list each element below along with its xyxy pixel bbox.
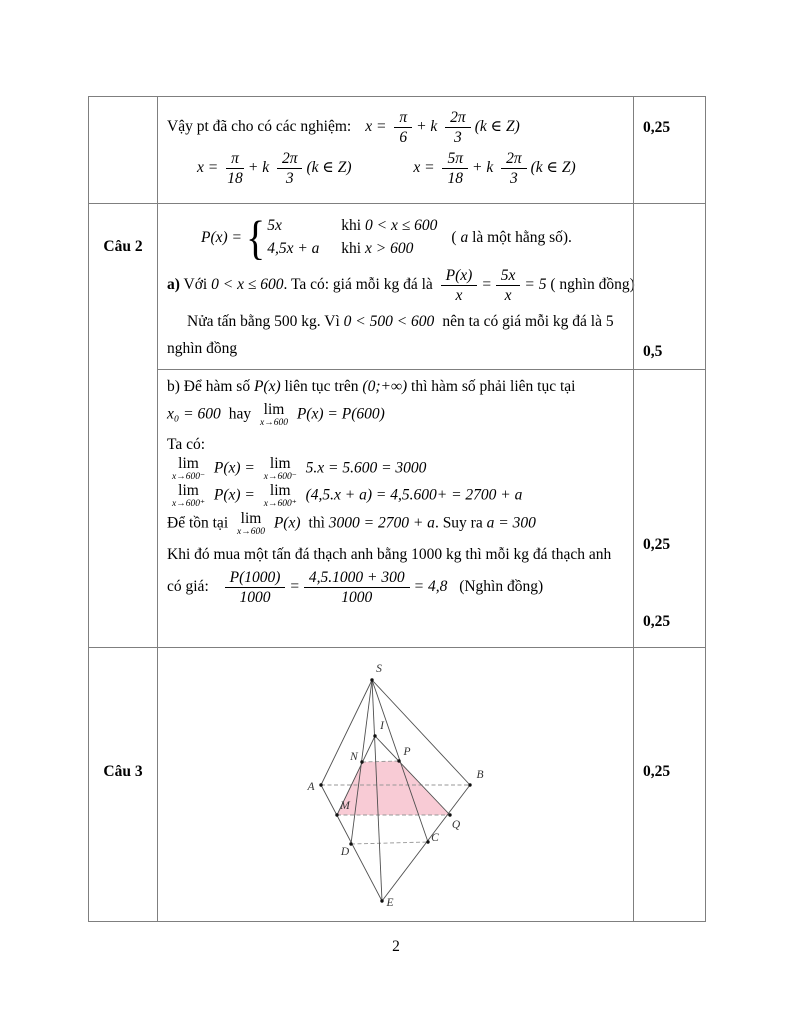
pyramid-figure (298, 654, 493, 916)
point-Q (448, 814, 451, 817)
label-A: A (307, 781, 315, 794)
part-a-label: a) (167, 276, 180, 294)
half-ton-line: Nửa tấn bằng 500 kg. Vì 0 < 500 < 600 nên ta có giá mỗi kg đá là 5 (187, 312, 614, 330)
limit-equality-line: x₀ = 600 hay lim x→600 P(x) = P(600) (167, 401, 385, 428)
label-N: N (350, 751, 358, 764)
table-row (89, 203, 705, 647)
cau2a-content-cell (158, 204, 633, 369)
part-a-solution-line: a) Với 0 < x ≤ 600. Ta có: giá mỗi kg đá là $\frac{P(x)}{x}$ = $\frac{5x}{x}$ = 5 ( nghìn đồng) (167, 267, 635, 305)
point-A (319, 784, 322, 787)
case-rows (267, 215, 437, 260)
point-E (380, 900, 383, 903)
solution-formula-1: x = $\frac{\pi}{18}$ + k $\frac{2\pi}{3}$ (k ∈ Z) (197, 150, 352, 188)
thousand-dong-line: nghìn đồng (167, 339, 238, 357)
cau3-score-cell (633, 648, 705, 921)
point-M (335, 814, 338, 817)
fraction: $\frac{P(1000)}{1000}$ (225, 569, 286, 606)
table-row (89, 97, 705, 203)
label-P: P (403, 746, 411, 759)
fraction: $\frac{2\pi}{3}$ (501, 150, 527, 187)
fraction: $\frac{P(x)}{x}$ (441, 267, 478, 304)
fraction: $\frac{2\pi}{3}$ (277, 150, 303, 187)
row1-content-cell (158, 97, 633, 203)
point-D (349, 843, 352, 846)
constant-note: ( a là một hằng số). (451, 228, 572, 246)
cau2-content-wrapper (158, 204, 705, 647)
fraction: $\frac{5x}{x}$ (496, 267, 521, 304)
limit-operator: lim x→600⁻ (263, 455, 297, 482)
label-M: M (340, 800, 350, 813)
final-price-line: có giá: $\frac{P(1000)}{1000}$ = $\frac{4,5.1000 + 300}{1000}$ = 4,8 (Nghìn đồng) (167, 569, 544, 607)
cau3-content-cell (158, 648, 633, 921)
fraction: $\frac{\pi}{6}$ (394, 109, 412, 146)
row1-solutions-line2 (167, 150, 629, 187)
cau2a-score-cell (633, 204, 705, 369)
row1-solutions-intro-line (167, 97, 629, 146)
case-row-1: 5x khi 0 < x ≤ 600 (267, 217, 438, 235)
cau2b-content-cell (158, 370, 633, 647)
ta-co-line: Ta có: (167, 436, 206, 454)
label-E: E (386, 897, 394, 910)
buy-one-ton-line: Khi đó mua một tấn đá thạch anh bằng 1000 kg thì mỗi kg đá thạch anh (167, 546, 612, 564)
label-I: I (380, 720, 384, 733)
limit-operator: lim x→600⁺ (172, 482, 205, 509)
cau2-part-a-row (158, 204, 705, 369)
case-row-2: 4,5x + a khi x > 600 (267, 239, 414, 257)
shaded-trapezoid-NPQM (337, 761, 450, 815)
question-3-label: Câu 3 (103, 763, 143, 781)
dashed-line-DC (351, 842, 428, 844)
limit-operator: lim x→600⁻ (172, 455, 205, 482)
label-C: C (431, 832, 439, 845)
fraction: $\frac{5\pi}{18}$ (442, 150, 468, 187)
left-limit-line: lim x→600⁻ P(x) = lim x→600⁻ 5.x = 5.600 = 3000 (172, 455, 427, 482)
score-badge: 0,5 (643, 343, 663, 361)
limit-operator: lim x→600 (237, 510, 265, 537)
fraction: $\frac{4,5.1000 + 300}{1000}$ (304, 569, 410, 606)
point-C (426, 841, 429, 844)
table-row (89, 647, 705, 921)
point-N (360, 761, 363, 764)
question-label-cell (89, 648, 158, 921)
answer-key-table (88, 96, 706, 922)
piecewise-lhs: P(x) = (201, 228, 243, 246)
point-S (370, 679, 373, 682)
label-D: D (340, 846, 350, 859)
label-S: S (376, 663, 382, 676)
fraction: $\frac{2\pi}{3}$ (445, 109, 471, 146)
limit-exists-line: Để tồn tại lim x→600 P(x) thì 3000 = 2700 + a. Suy ra a = 300 (167, 510, 536, 537)
cau2-part-b-row (158, 369, 705, 647)
score-badge: 0,25 (643, 613, 671, 631)
score-badge: 0,25 (643, 119, 671, 136)
figure-container (158, 648, 633, 916)
label-Q: Q (451, 819, 461, 832)
right-limit-line: lim x→600⁺ P(x) = lim x→600⁺ (4,5.x + a) = 4,5.600+ = 2700 + a (172, 482, 523, 509)
question-label-cell-empty (89, 97, 158, 203)
score-badge: 0,25 (643, 536, 671, 554)
curly-brace: { (246, 210, 266, 265)
continuity-condition-line: b) Để hàm số P(x) liên tục trên (0;+∞) thì hàm số phải liên tục tại (167, 378, 576, 396)
fraction: $\frac{\pi}{18}$ (227, 150, 243, 188)
limit-operator: lim x→600 (260, 401, 288, 428)
solutions-intro-text: Vậy pt đã cho có các nghiệm: (167, 118, 352, 136)
piecewise-cases (242, 210, 438, 265)
question-2-label: Câu 2 (103, 238, 143, 256)
row1-score-cell (633, 97, 705, 203)
limit-operator: lim x→600⁺ (263, 482, 297, 509)
solution-formula-general: x = $\frac{\pi}{6}$ + k $\frac{2\pi}{3}$ (k ∈ Z) (365, 109, 520, 147)
piecewise-function-line (167, 210, 629, 265)
solution-formula-2: x = $\frac{5\pi}{18}$ + k $\frac{2\pi}{3}$ (k ∈ Z) (413, 150, 576, 188)
score-badge: 0,25 (643, 763, 671, 781)
point-P (397, 760, 400, 763)
cau2b-score-cell (633, 370, 705, 647)
point-B (468, 784, 471, 787)
question-label-cell (89, 204, 158, 647)
point-I (373, 735, 376, 738)
label-B: B (476, 769, 484, 782)
page-number: 2 (392, 938, 400, 955)
